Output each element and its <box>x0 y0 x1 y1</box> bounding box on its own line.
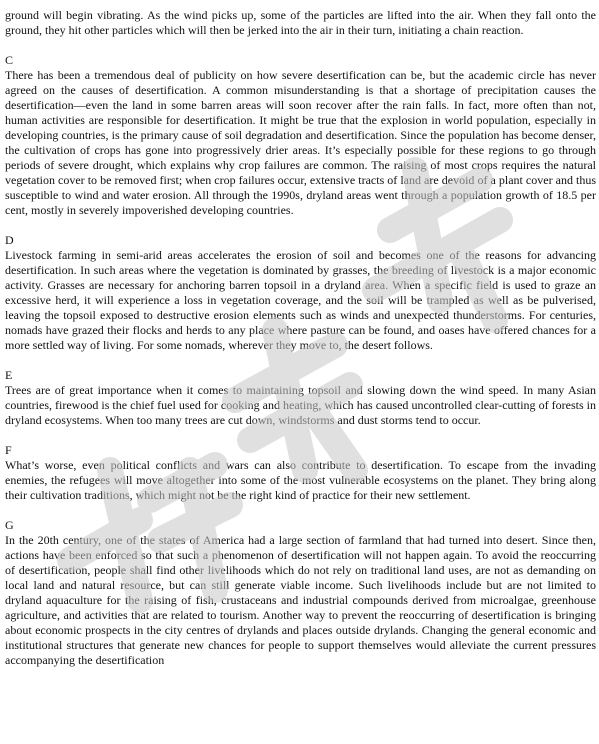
section-paragraph: In the 20th century, one of the states of America had a large section of farmland that had turned into desert. Since then, actions have been enforced so that such a phenomenon of desertification will not happen again. To avoid the reoccurring of desertification, people shall find other livelihoods which do not rely on traditional land uses, are not as demanding on local land and natural resource, but can still generate viable income. Such livelihoods include but are not limited to dryland aquaculture for the raising of fish, crustaceans and industrial compounds derived from microalgae, greenhouse agriculture, and activities that are related to tourism. Another way to prevent the reoccurring of desertification is bringing about economic prospects in the city centres of drylands and places outside drylands. Changing the general economic and institutional structures that generate new chances for people to support themselves would alleviate the current pressures accompanying the desertification <box>5 533 596 667</box>
section-paragraph: What’s worse, even political conflicts and wars can also contribute to desertification. To escape from the invading enemies, the refugees will move altogether into some of the most vulnerable ecosystems on the planet. They bring along their cultivation traditions, which might not be the right kind of practice for their new settlement. <box>5 458 596 502</box>
section-letter: C <box>5 53 14 67</box>
section-paragraph: Trees are of great importance when it comes to maintaining topsoil and slowing down the wind speed. In many Asian countries, firewood is the chief fuel used for cooking and heating, which has caused uncontrolled clear-cutting of forests in dryland ecosystems. When too many trees are cut down, windstorms and dust storms tend to occur. <box>5 383 596 427</box>
section-d <box>5 233 596 353</box>
section-g <box>5 518 596 668</box>
section-letter: F <box>5 443 12 457</box>
section-c <box>5 53 596 218</box>
document-page <box>5 8 596 683</box>
section-paragraph: There has been a tremendous deal of publicity on how severe desertification can be, but the academic circle has never agreed on the causes of desertification. A common misunderstanding is that a shortage of precipitation causes the desertification—even the land in some barren areas will soon recover after the rain falls. In fact, more often than not, human activities are responsible for desertification. It might be true that the explosion in world population, especially in developing countries, is the primary cause of soil degradation and desertification. Since the population has become denser, the cultivation of crops has gone into progressively drier areas. It’s especially possible for these regions to go through periods of severe drought, which explains why crop failures are common. The raising of most crops requires the natural vegetation cover to be removed first; when crop failures occur, extensive tracts of land are devoid of a plant cover and thus susceptible to wind and water erosion. All through the 1990s, dryland areas went through a population growth of 18.5 per cent, mostly in severely impoverished developing countries. <box>5 68 596 217</box>
section-letter: E <box>5 368 13 382</box>
section-letter: D <box>5 233 14 247</box>
intro-paragraph-section <box>5 8 596 38</box>
section-f <box>5 443 596 503</box>
intro-paragraph: ground will begin vibrating. As the wind picks up, some of the particles are lifted into the air. When they fall onto the ground, they hit other particles which will then be jerked into the air in their turn, initiating a chain reaction. <box>5 8 596 37</box>
section-paragraph: Livestock farming in semi-arid areas accelerates the erosion of soil and becomes one of the reasons for advancing desertification. In such areas where the vegetation is dominated by grasses, the breeding of livestock is a major economic activity. Grasses are necessary for anchoring barren topsoil in a dryland area. When a specific field is used to graze an excessive herd, it will experience a loss in vegetation coverage, and the soil will be trampled as well as be pulverised, leaving the topsoil exposed to destructive erosion elements such as winds and unexpected thunderstorms. For centuries, nomads have grazed their flocks and herds to any place where pasture can be found, and oases have offered chances for a more settled way of living. For some nomads, wherever they move to, the desert follows. <box>5 248 596 352</box>
section-letter: G <box>5 518 14 532</box>
section-e <box>5 368 596 428</box>
